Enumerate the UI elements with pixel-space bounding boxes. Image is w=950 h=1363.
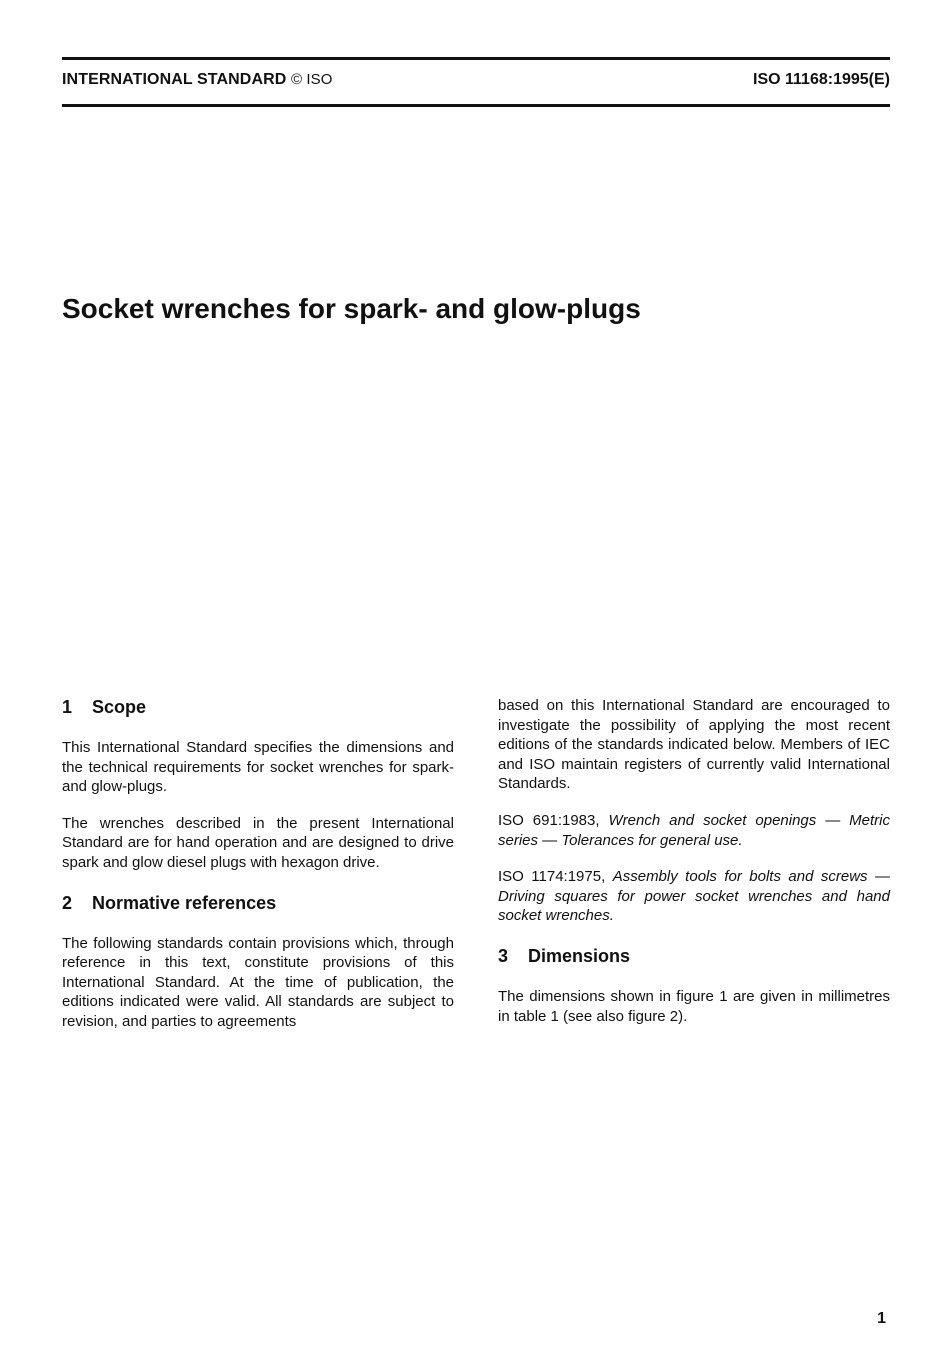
header-standard-label: INTERNATIONAL STANDARD <box>62 71 287 88</box>
page-number: 1 <box>877 1310 886 1327</box>
reference-iso-1174 <box>498 867 890 926</box>
section-title: Normative references <box>92 892 277 913</box>
header-copyright: © ISO <box>290 71 333 88</box>
reference-code: ISO 1174:1975, <box>498 868 606 886</box>
header-bottom-rule <box>62 104 890 107</box>
dimensions-paragraph: The dimensions shown in figure 1 are given in millimetres in table 1 (see also figure 2). <box>498 987 890 1025</box>
document-title: Socket wrenches for spark- and glow-plugs <box>62 293 641 324</box>
scope-paragraph-1: This International Standard specifies the dimensions and the technical requirements for socket wrenches for spark- and glow-plugs. <box>62 739 454 796</box>
section-title: Scope <box>92 697 147 717</box>
reference-iso-691 <box>498 811 890 850</box>
reference-title: Wrench and socket openings — Metric series — Tolerances for general use. <box>498 811 890 849</box>
reference-code: ISO 691:1983, <box>498 811 600 829</box>
left-column <box>62 694 454 1049</box>
section-number: 1 <box>62 697 73 717</box>
section-heading-scope <box>62 694 454 720</box>
header-top-rule <box>62 57 890 60</box>
normative-paragraph-part-1: The following standards contain provisions which, through reference in this text, constitute provisions of this International Standard. At the time of publication, the editions indicated were valid. All standards are subject to revision, and parties to agreements <box>62 934 454 1030</box>
header-label <box>62 71 333 89</box>
section-heading-dimensions <box>498 943 890 969</box>
section-number: 2 <box>62 892 73 913</box>
reference-title: Assembly tools for bolts and screws — Driving squares for power socket wrenches and hand socket wrenches. <box>498 868 891 925</box>
normative-paragraph-part-2: based on this International Standard are encouraged to investigate the possibility of applying the most recent editions of the standards indicated below. Members of IEC and ISO maintain registers of currently valid International Standards. <box>498 697 890 793</box>
header-doc-id: ISO 11168:1995(E) <box>753 71 890 88</box>
section-title: Dimensions <box>528 945 631 966</box>
right-column <box>498 696 890 1043</box>
section-heading-normative-references <box>62 890 454 916</box>
section-number: 3 <box>498 945 509 966</box>
scope-paragraph-2: The wrenches described in the present International Standard are for hand operation and are designed to drive spark and glow diesel plugs with hexagon drive. <box>62 814 454 871</box>
